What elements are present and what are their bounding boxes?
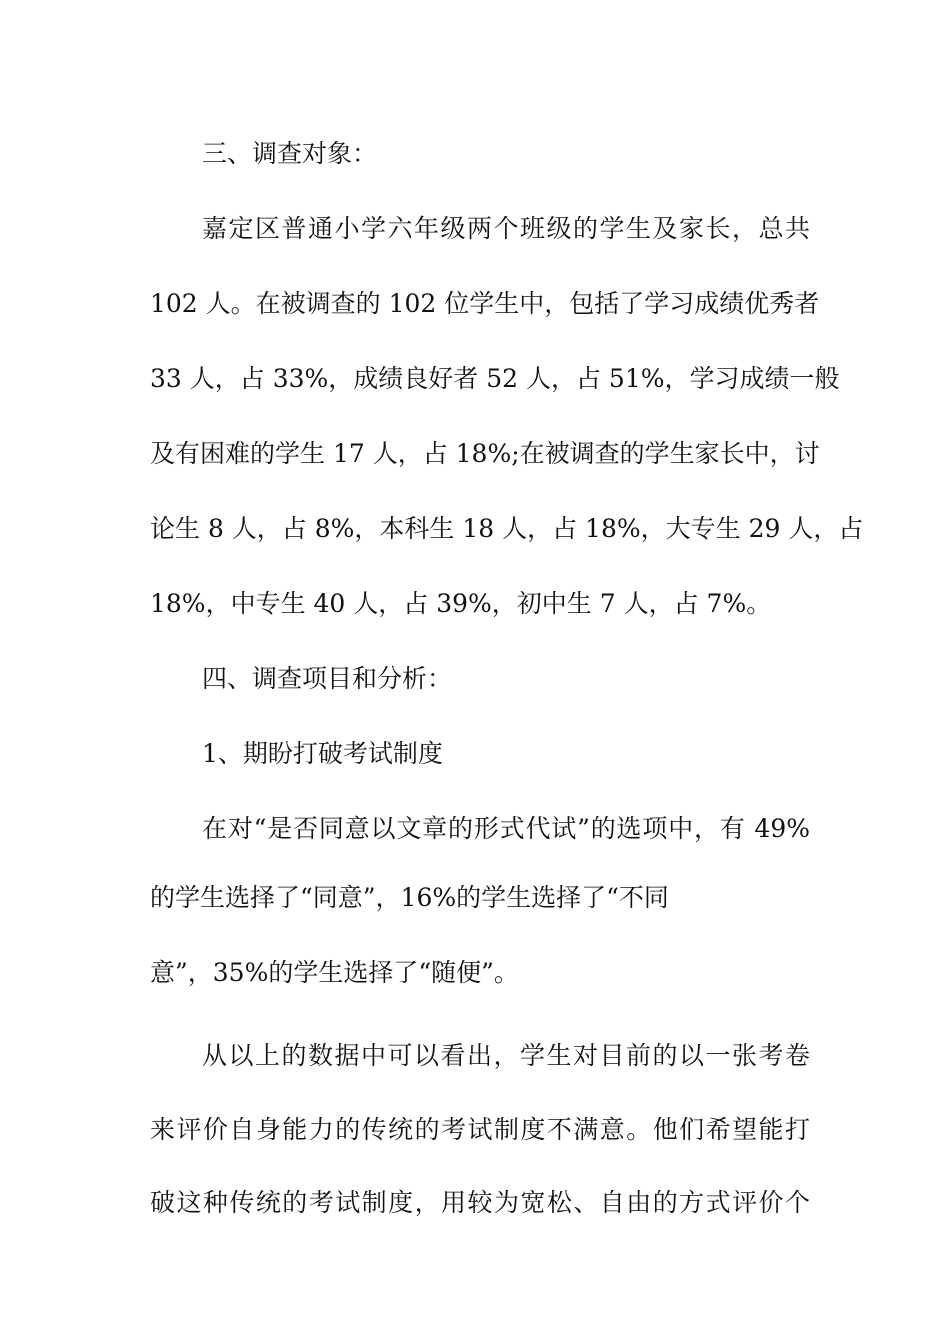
paragraph-line: 18%，中专生 40 人，占 39%，初中生 7 人，占 7%。 xyxy=(150,589,772,618)
paragraph-line: 33 人，占 33%，成绩良好者 52 人，占 51%，学习成绩一般 xyxy=(150,364,840,393)
paragraph-line: 意”，35%的学生选择了“随便”。 xyxy=(150,958,519,987)
paragraph-line: 在对“是否同意以文章的形式代试”的选项中，有 49% xyxy=(202,814,810,843)
section-heading-survey-items: 四、调查项目和分析： xyxy=(202,664,453,693)
paragraph-line: 来评价自身能力的传统的考试制度不满意。他们希望能打 xyxy=(150,1115,810,1144)
paragraph-line: 论生 8 人，占 8%，本科生 18 人，占 18%，大专生 29 人，占 xyxy=(150,514,864,543)
paragraph-line: 102 人。在被调查的 102 位学生中，包括了学习成绩优秀者 xyxy=(150,289,820,318)
paragraph-line: 嘉定区普通小学六年级两个班级的学生及家长，总共 xyxy=(202,214,810,243)
paragraph-line: 的学生选择了“同意”，16%的学生选择了“不同 xyxy=(150,883,669,912)
paragraph-line: 破这种传统的考试制度，用较为宽松、自由的方式评价个 xyxy=(150,1188,810,1217)
section-heading-survey-subjects: 三、调查对象： xyxy=(202,139,378,168)
paragraph-line: 从以上的数据中可以看出，学生对目前的以一张考卷 xyxy=(202,1041,810,1070)
paragraph-line: 及有困难的学生 17 人，占 18%;在被调查的学生家长中，讨 xyxy=(150,439,820,468)
subsection-heading: 1、期盼打破考试制度 xyxy=(202,739,443,768)
